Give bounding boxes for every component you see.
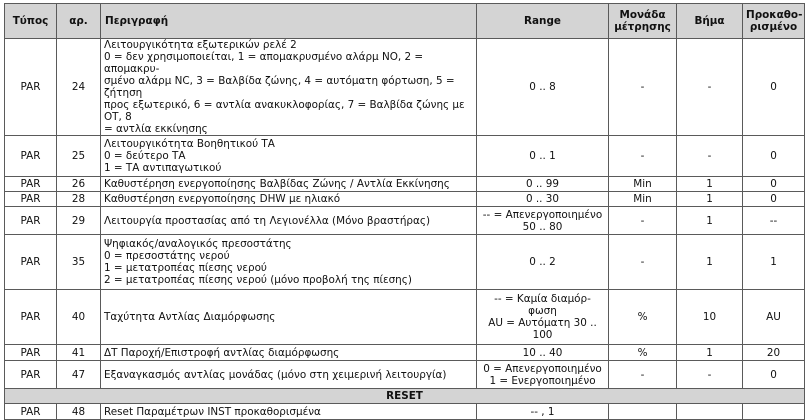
table-row	[5, 192, 805, 207]
cell-default: 0	[743, 136, 805, 177]
section-row-reset	[5, 389, 805, 404]
table-row	[5, 136, 805, 177]
cell-range: 0 .. 2	[477, 235, 609, 290]
header-range: Range	[477, 4, 609, 39]
cell-range: -- = Καμία διαμόρ- φωση AU = Αυτόματη 30 .. 100	[477, 290, 609, 345]
cell-step: -	[677, 39, 743, 136]
table-row	[5, 39, 805, 136]
header-number: αρ.	[57, 4, 101, 39]
section-title: RESET	[5, 389, 805, 404]
parameters-table	[4, 3, 805, 420]
cell-default: 1	[743, 235, 805, 290]
cell-number: 41	[57, 345, 101, 361]
header-description: Περιγραφή	[101, 4, 477, 39]
cell-step: 1	[677, 177, 743, 192]
cell-number: 25	[57, 136, 101, 177]
cell-number: 40	[57, 290, 101, 345]
cell-number: 28	[57, 192, 101, 207]
cell-range: 0 .. 30	[477, 192, 609, 207]
table-row	[5, 235, 805, 290]
table-row	[5, 207, 805, 235]
table-row	[5, 361, 805, 389]
cell-step: 1	[677, 235, 743, 290]
cell-step: 1	[677, 207, 743, 235]
cell-description: ΔΤ Παροχή/Επιστροφή αντλίας διαμόρφωσης	[101, 345, 477, 361]
cell-default: 20	[743, 345, 805, 361]
cell-type: PAR	[5, 207, 57, 235]
table-row	[5, 177, 805, 192]
cell-range: -- = Απενεργοποιημένο 50 .. 80	[477, 207, 609, 235]
cell-number: 26	[57, 177, 101, 192]
cell-type: PAR	[5, 235, 57, 290]
cell-number: 24	[57, 39, 101, 136]
cell-description: Καθυστέρηση ενεργοποίησης Βαλβίδας Ζώνης / Αντλία Εκκίνησης	[101, 177, 477, 192]
table-row	[5, 290, 805, 345]
cell-unit: Min	[609, 177, 677, 192]
header-type: Τύπος	[5, 4, 57, 39]
cell-step	[677, 404, 743, 420]
cell-type: PAR	[5, 345, 57, 361]
cell-type: PAR	[5, 192, 57, 207]
cell-range: 0 .. 1	[477, 136, 609, 177]
cell-type: PAR	[5, 361, 57, 389]
cell-number: 35	[57, 235, 101, 290]
cell-number: 47	[57, 361, 101, 389]
cell-unit: %	[609, 290, 677, 345]
cell-description: Λειτουργία προστασίας από τη Λεγιονέλλα (Μόνο βραστήρας)	[101, 207, 477, 235]
cell-default: AU	[743, 290, 805, 345]
cell-step: -	[677, 361, 743, 389]
table-row	[5, 404, 805, 420]
table-row	[5, 345, 805, 361]
cell-type: PAR	[5, 290, 57, 345]
parameters-table-container	[4, 3, 805, 420]
cell-default	[743, 404, 805, 420]
header-row	[5, 4, 805, 39]
cell-unit: Min	[609, 192, 677, 207]
header-default: Προκαθο- ρισμένο	[743, 4, 805, 39]
cell-unit: -	[609, 235, 677, 290]
cell-default: 0	[743, 361, 805, 389]
cell-description: Ταχύτητα Αντλίας Διαμόρφωσης	[101, 290, 477, 345]
cell-unit	[609, 404, 677, 420]
cell-unit: -	[609, 136, 677, 177]
cell-description: Reset Παραμέτρων INST προκαθορισμένα	[101, 404, 477, 420]
header-step: Βήμα	[677, 4, 743, 39]
cell-type: PAR	[5, 177, 57, 192]
cell-step: -	[677, 136, 743, 177]
cell-range: 0 = Απενεργοποιημένο 1 = Ενεργοποιημένο	[477, 361, 609, 389]
cell-type: PAR	[5, 39, 57, 136]
cell-step: 1	[677, 192, 743, 207]
cell-description: Εξαναγκασμός αντλίας μονάδας (μόνο στη χειμερινή λειτουργία)	[101, 361, 477, 389]
cell-unit: -	[609, 39, 677, 136]
cell-range: 0 .. 99	[477, 177, 609, 192]
cell-range: -- , 1	[477, 404, 609, 420]
cell-type: PAR	[5, 136, 57, 177]
cell-description: Καθυστέρηση ενεργοποίησης DHW με ηλιακό	[101, 192, 477, 207]
cell-number: 29	[57, 207, 101, 235]
cell-description: Ψηφιακός/αναλογικός πρεσοστάτης 0 = πρεσοστάτης νερού 1 = μετατροπέας πίεσης νερού 2 = μετατροπέας πίεσης νερού (μόνο προβολή της πίεσης)	[101, 235, 477, 290]
cell-unit: -	[609, 207, 677, 235]
cell-default: 0	[743, 39, 805, 136]
cell-step: 10	[677, 290, 743, 345]
cell-description: Λειτουργικότητα εξωτερικών ρελέ 2 0 = δεν χρησιμοποιείται, 1 = απομακρυσμένο αλάρμ ΝΟ, 2 = απομακρυ- σμένο αλάρμ NC, 3 = Βαλβίδα ζώνης, 4 = αυτόματη φόρτωση, 5 = ζήτηση προς εξωτερικό, 6 = αντλία ανακυκλοφορίας, 7 = Βαλβίδα ζώνης με ΟΤ, 8 = αντλία εκκίνησης	[101, 39, 477, 136]
cell-unit: %	[609, 345, 677, 361]
header-unit: Μονάδα μέτρησης	[609, 4, 677, 39]
cell-unit: -	[609, 361, 677, 389]
cell-number: 48	[57, 404, 101, 420]
cell-default: --	[743, 207, 805, 235]
cell-type: PAR	[5, 404, 57, 420]
cell-range: 10 .. 40	[477, 345, 609, 361]
cell-default: 0	[743, 177, 805, 192]
cell-default: 0	[743, 192, 805, 207]
cell-description: Λειτουργικότητα Βοηθητικού ΤΑ 0 = δεύτερο ΤΑ 1 = ΤΑ αντιπαγωτικού	[101, 136, 477, 177]
cell-range: 0 .. 8	[477, 39, 609, 136]
cell-step: 1	[677, 345, 743, 361]
parameters-body	[5, 39, 805, 420]
